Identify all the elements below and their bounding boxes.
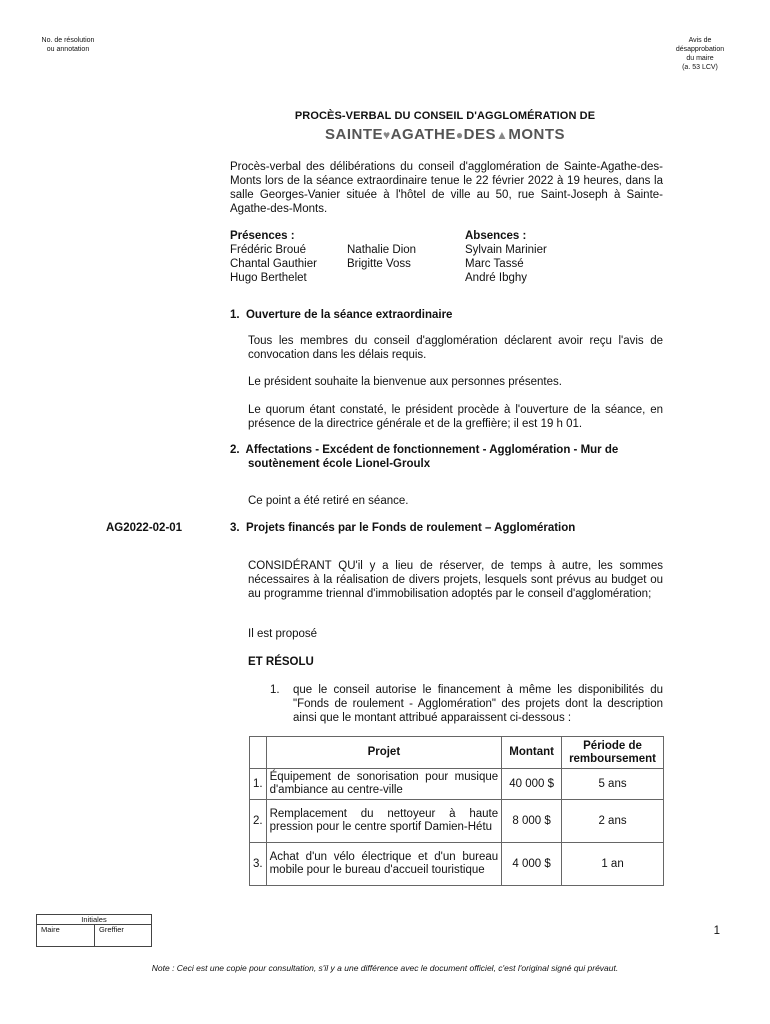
presences-label: Présences :	[230, 230, 295, 242]
presence-name: Nathalie Dion	[347, 244, 417, 256]
item2-heading	[230, 443, 670, 471]
row-projet: Remplacement du nettoyeur à haute pression pour le centre sportif Damien-Hétu	[266, 800, 502, 843]
initials-maire: Maire	[37, 925, 95, 947]
item3-point1-number: 1.	[270, 684, 280, 696]
table-header-montant: Montant	[502, 737, 562, 769]
row-number: 3.	[250, 843, 267, 886]
header-right-line2: désapprobation	[675, 46, 725, 53]
row-projet: Achat d'un vélo électrique et d'un bureau mobile pour le bureau d'accueil touristique	[266, 843, 502, 886]
row-number: 1.	[250, 769, 267, 800]
row-periode: 5 ans	[562, 769, 664, 800]
item1-paragraph2: Le président souhaite la bienvenue aux personnes présentes.	[248, 376, 562, 388]
presence-name: Brigitte Voss	[347, 258, 411, 270]
header-right-line3: du maire	[686, 55, 714, 62]
presence-name: Hugo Berthelet	[230, 272, 307, 284]
row-montant: 8 000 $	[502, 800, 562, 843]
absences-label: Absences :	[465, 230, 527, 242]
initials-box	[36, 914, 152, 947]
heart-icon: ♥	[383, 128, 391, 142]
logo-part1: SAINTE	[324, 126, 383, 143]
header-right-line1: Avis de	[688, 37, 712, 44]
row-periode: 2 ans	[562, 800, 664, 843]
item2-heading-line1: 2. Affectations - Excédent de fonctionnement - Agglomération - Mur de	[230, 444, 619, 456]
mayor-disapproval-column-header	[662, 36, 738, 72]
row-number: 2.	[250, 800, 267, 843]
item3-heading: 3. Projets financés par le Fonds de roulement – Agglomération	[230, 522, 576, 534]
triangle-icon: ▲	[495, 128, 509, 142]
initials-label: Initiales	[37, 915, 152, 925]
table-header-num	[250, 737, 267, 769]
presence-name: Chantal Gauthier	[230, 258, 317, 270]
initials-greffier: Greffier	[95, 925, 152, 947]
absence-name: André Ibghy	[465, 272, 528, 284]
table-row	[250, 800, 664, 843]
table-header-projet: Projet	[266, 737, 502, 769]
city-logo	[230, 126, 660, 143]
item3-point1-text: que le conseil autorise le financement à même les disponibilités du "Fonds de roulement - Agglomération" des projets dont la description ainsi que le montant attribué apparaissent ci-dessous :	[293, 684, 663, 724]
absence-name: Sylvain Marinier	[465, 244, 547, 256]
table-row	[250, 769, 664, 800]
document-title: PROCÈS-VERBAL DU CONSEIL D'AGGLOMÉRATION DE	[294, 110, 596, 122]
projects-table	[249, 736, 664, 886]
header-left-line1: No. de résolution	[41, 37, 95, 44]
logo-part4: MONTS	[508, 126, 566, 143]
intro-paragraph: Procès-verbal des délibérations du conseil d'agglomération de Sainte-Agathe-des-Monts lors de la séance extraordinaire tenue le 22 février 2022 à 19 heures, dans la salle Georges-Vanier située à l'hôtel de ville au 50, rue Saint-Joseph à Sainte-Agathe-des-Monts.	[230, 161, 663, 215]
item2-heading-line2: soutènement école Lionel-Groulx	[248, 458, 431, 470]
presences-col2	[347, 243, 462, 271]
circle-icon: ●	[455, 128, 464, 142]
absences-col	[465, 229, 595, 285]
table-header-row	[250, 737, 664, 769]
logo-part2: AGATHE	[390, 126, 456, 143]
resolution-number: AG2022-02-01	[106, 522, 183, 534]
table-header-periode-line1: Période de	[583, 739, 642, 752]
item3-resolu: ET RÉSOLU	[248, 656, 314, 668]
footer-note: Note : Ceci est une copie pour consultation, s'il y a une différence avec le document officiel, c'est l'original signé qui prévaut.	[151, 963, 619, 973]
row-periode: 1 an	[562, 843, 664, 886]
item3-propose: Il est proposé	[248, 628, 318, 640]
presences-col1	[230, 229, 345, 285]
presence-name: Frédéric Broué	[230, 244, 307, 256]
item1-paragraph3: Le quorum étant constaté, le président procède à l'ouverture de la séance, en présence de la directrice générale et de la greffière; il est 19 h 01.	[248, 404, 663, 430]
absence-name: Marc Tassé	[465, 258, 524, 270]
table-header-periode-line2: remboursement	[569, 752, 656, 765]
header-right-line4: (a. 53 LCV)	[682, 64, 718, 71]
row-projet: Équipement de sonorisation pour musique d'ambiance au centre-ville	[266, 769, 502, 800]
table-row	[250, 843, 664, 886]
item2-paragraph1: Ce point a été retiré en séance.	[248, 495, 409, 507]
table-header-periode	[562, 737, 664, 769]
resolution-number-column-header	[36, 36, 100, 54]
item1-paragraph1: Tous les membres du conseil d'agglomération déclarent avoir reçu l'avis de convocation dans les délais requis.	[248, 335, 663, 361]
page-number: 1	[713, 925, 720, 937]
logo-part3: DES	[463, 126, 496, 143]
row-montant: 4 000 $	[502, 843, 562, 886]
row-montant: 40 000 $	[502, 769, 562, 800]
item3-considerant: CONSIDÉRANT QU'il y a lieu de réserver, de temps à autre, les sommes nécessaires à la réalisation de divers projets, lesquels sont prévus au budget ou au programme triennal d'immobilisation adoptés par le conseil d'agglomération;	[248, 560, 663, 600]
header-left-line2: ou annotation	[46, 46, 90, 53]
item1-heading: 1. Ouverture de la séance extraordinaire	[230, 309, 453, 321]
